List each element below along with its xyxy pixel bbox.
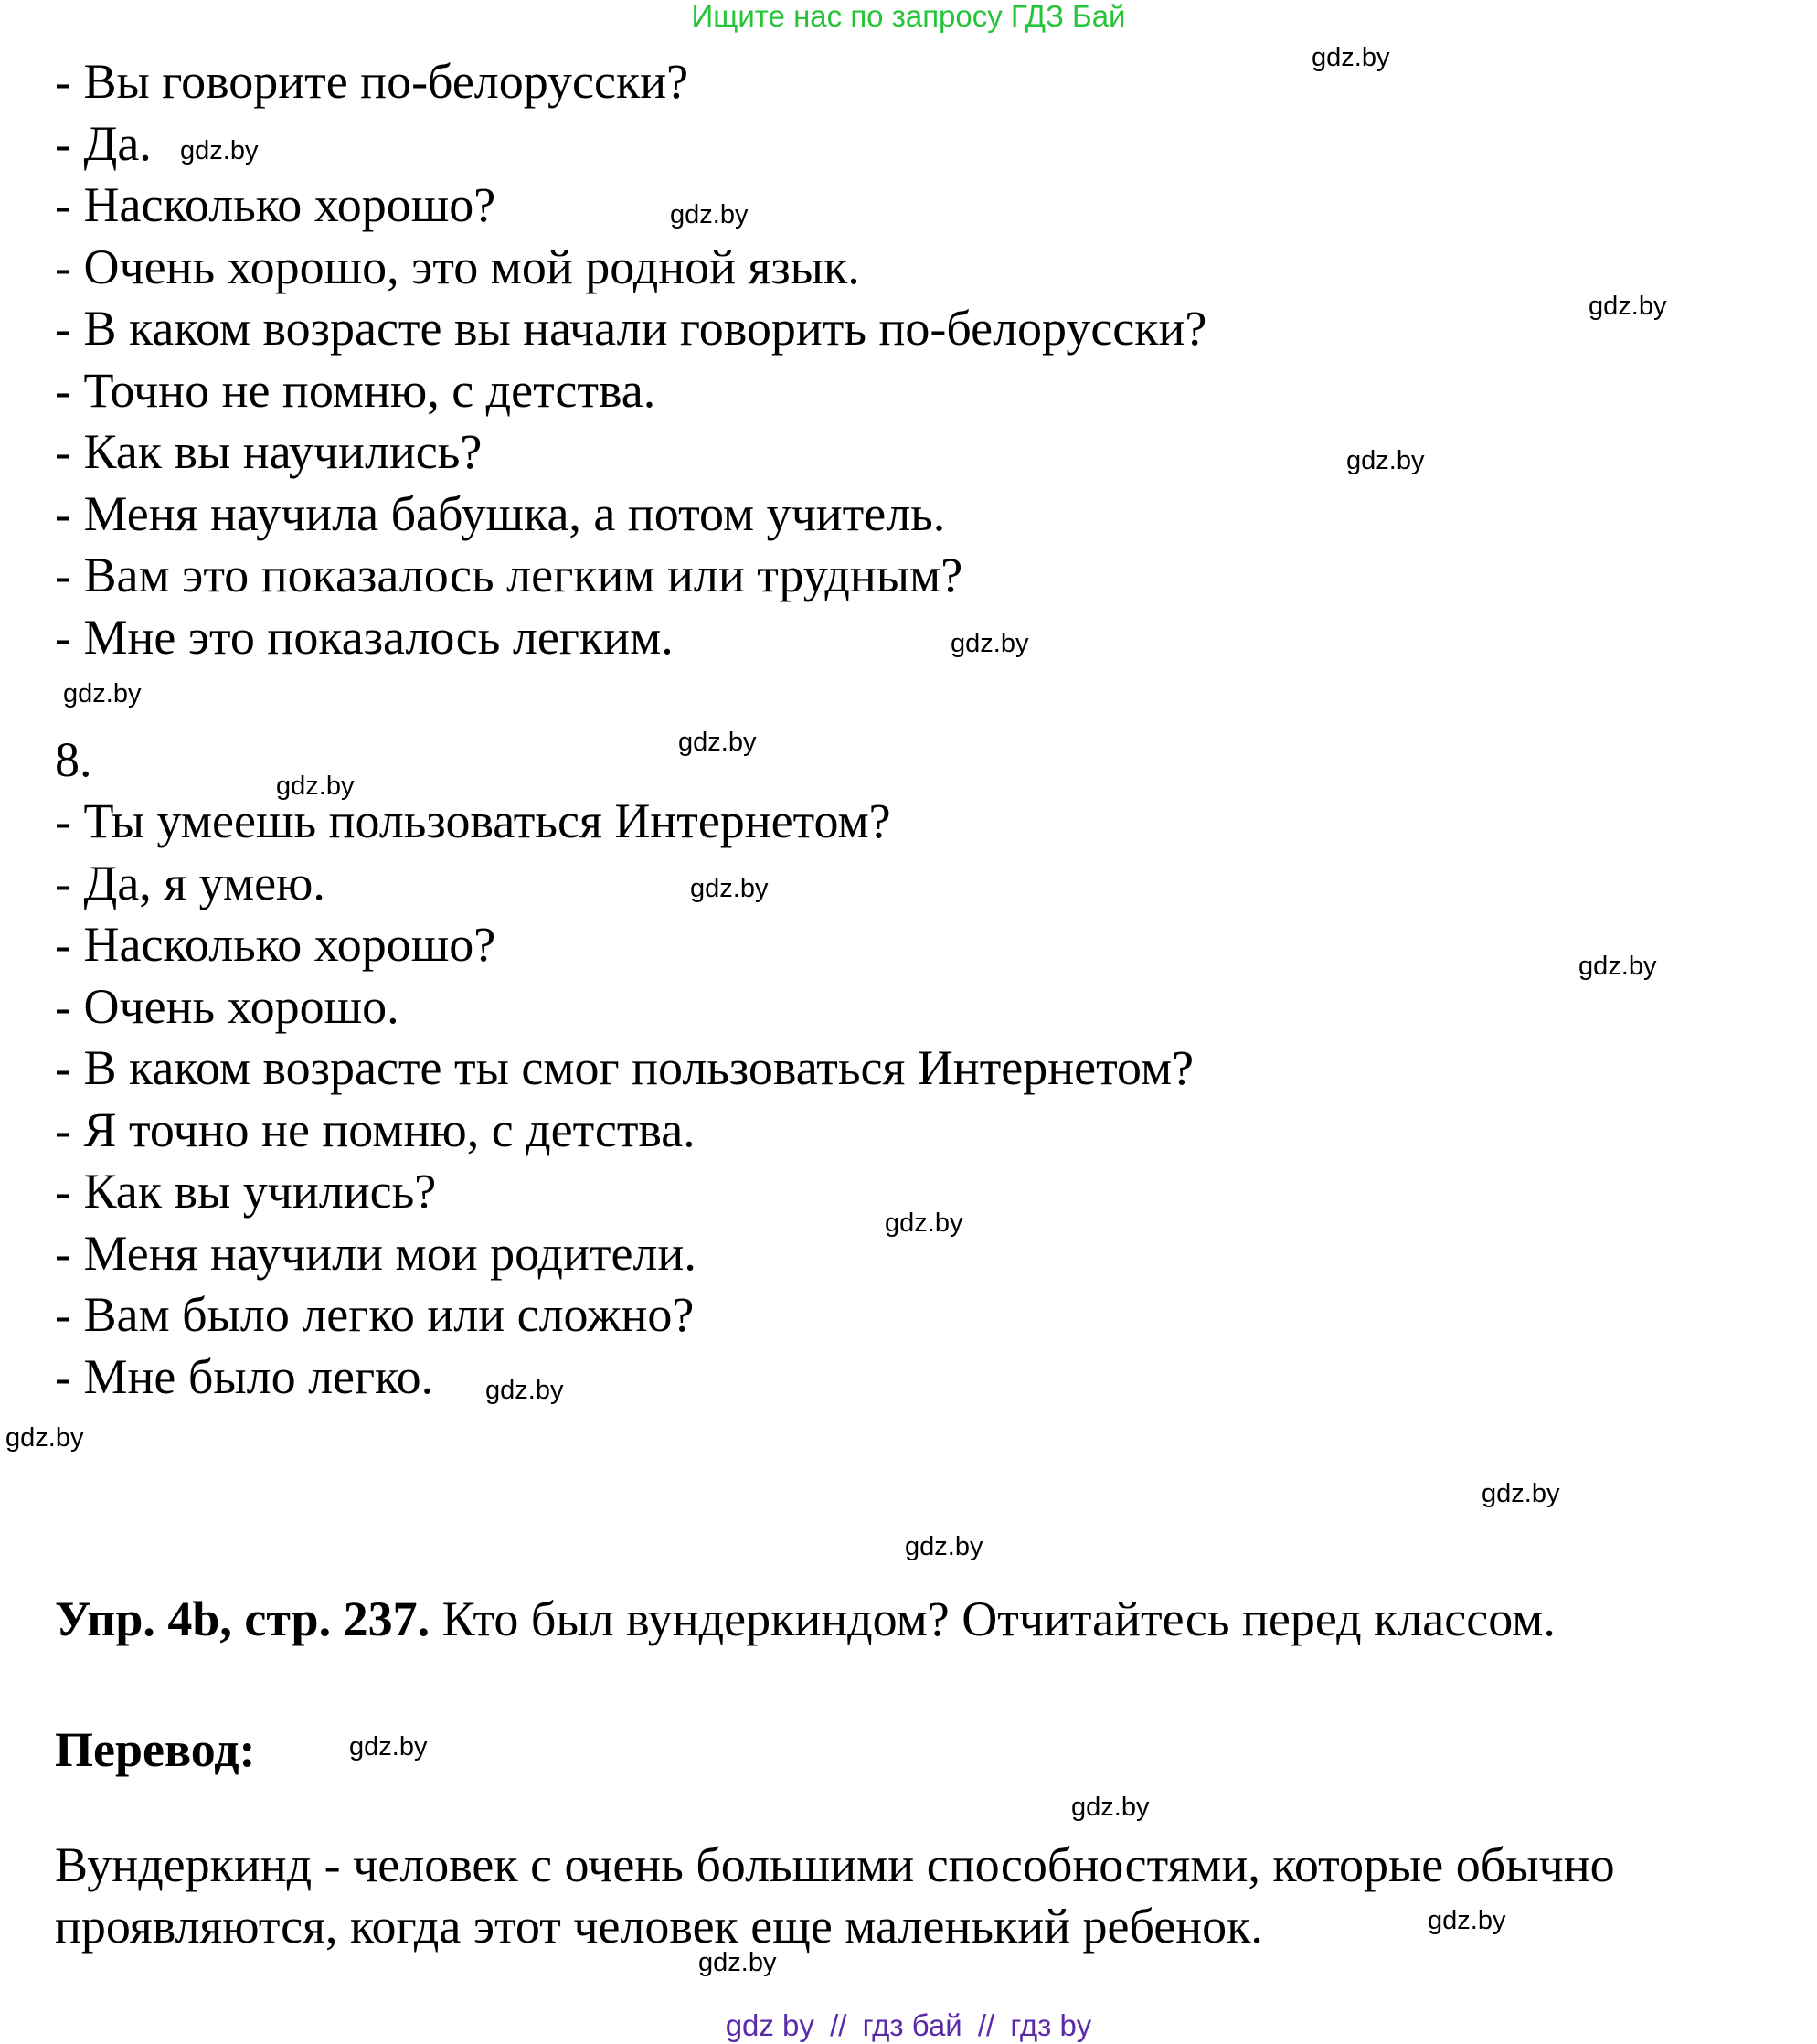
dialog-line: - Меня научила бабушка, а потом учитель. — [55, 486, 946, 541]
footer-link-gdz-by[interactable]: gdz by — [725, 2008, 814, 2042]
section-number: 8. — [55, 732, 92, 787]
dialog-line: - Я точно не помню, с детства. — [55, 1102, 696, 1157]
watermark: gdz.by — [1071, 1793, 1150, 1822]
footer-separator: // — [830, 2008, 847, 2042]
exercise-heading — [55, 1591, 1556, 1647]
dialog-line: - Меня научили мои родители. — [55, 1226, 696, 1281]
dialog-line: - Очень хорошо. — [55, 979, 399, 1034]
footer-link-gdz-bai[interactable]: гдз бай — [862, 2008, 962, 2042]
dialog-line: - Вы говорите по-белорусски? — [55, 54, 689, 109]
watermark: gdz.by — [1589, 292, 1667, 321]
exercise-ref: Упр. 4b, стр. 237. — [55, 1592, 430, 1646]
footer-separator: // — [977, 2008, 995, 2042]
dialog-line: - В каком возрасте ты смог пользоваться Интернетом? — [55, 1040, 1195, 1095]
watermark: gdz.by — [485, 1376, 564, 1405]
watermark: gdz.by — [885, 1208, 963, 1238]
dialog-line: - Вам было легко или сложно? — [55, 1287, 695, 1342]
watermark: gdz.by — [276, 772, 355, 801]
watermark: gdz.by — [905, 1532, 983, 1561]
dialog-line: - Насколько хорошо? — [55, 177, 496, 232]
watermark: gdz.by — [1482, 1479, 1560, 1508]
dialog-line: - Насколько хорошо? — [55, 917, 496, 972]
dialog-line: - Мне было легко. — [55, 1349, 434, 1404]
watermark: gdz.by — [63, 679, 142, 708]
dialog-line: - Ты умеешь пользоваться Интернетом? — [55, 793, 891, 848]
watermark: gdz.by — [951, 629, 1029, 658]
watermark: gdz.by — [180, 136, 259, 165]
watermark: gdz.by — [690, 874, 769, 903]
translation-heading: Перевод: — [55, 1722, 256, 1777]
dialog-line: - Как вы учились? — [55, 1164, 437, 1219]
watermark: gdz.by — [678, 728, 757, 757]
dialog-line: - Мне это показалось легким. — [55, 610, 674, 665]
translation-text: проявляются, когда этот человек еще маленький ребенок. — [55, 1899, 1263, 1954]
watermark: gdz.by — [1578, 952, 1657, 981]
search-banner[interactable]: Ищите нас по запросу ГДЗ Бай — [691, 0, 1126, 33]
watermark: gdz.by — [1346, 446, 1425, 475]
watermark: gdz.by — [670, 200, 749, 229]
footer-link-gdz-by-cyr[interactable]: гдз by — [1010, 2008, 1092, 2042]
dialog-line: - Точно не помню, с детства. — [55, 363, 656, 418]
dialog-line: - Да, я умею. — [55, 856, 325, 910]
dialog-line: - Вам это показалось легким или трудным? — [55, 548, 963, 602]
dialog-line: - Как вы научились? — [55, 424, 483, 479]
exercise-task: Кто был вундеркиндом? Отчитайтесь перед классом. — [430, 1592, 1556, 1646]
translation-text: Вундеркинд - человек с очень большими способностями, которые обычно — [55, 1837, 1615, 1892]
footer-links — [0, 2007, 1817, 2044]
watermark: gdz.by — [1428, 1906, 1506, 1935]
watermark: gdz.by — [5, 1423, 84, 1453]
dialog-line: - В каком возрасте вы начали говорить по-белорусски? — [55, 301, 1207, 356]
watermark: gdz.by — [1312, 43, 1390, 72]
dialog-line: - Да. — [55, 116, 152, 171]
watermark: gdz.by — [349, 1732, 428, 1762]
dialog-line: - Очень хорошо, это мой родной язык. — [55, 240, 860, 294]
watermark: gdz.by — [698, 1948, 777, 1977]
